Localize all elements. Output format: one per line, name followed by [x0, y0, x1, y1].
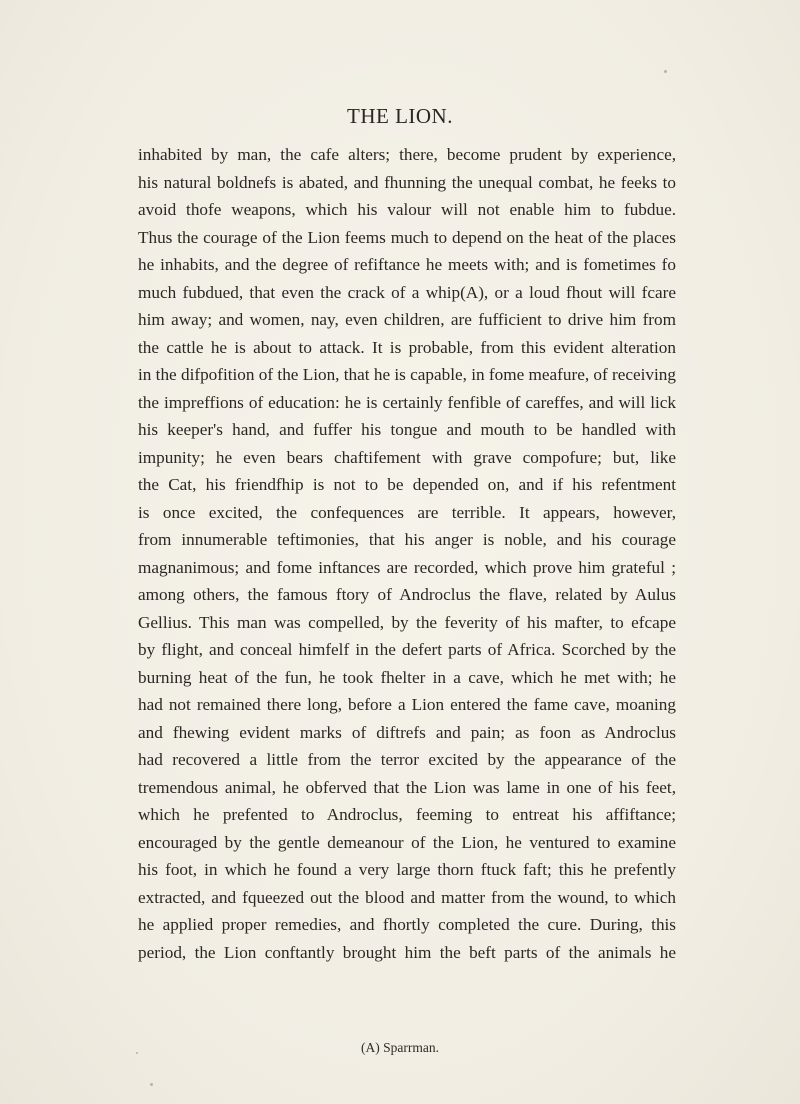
paper-speck [150, 1083, 153, 1086]
text-line: in the difpofition of the Lion, that he is capable, in fome meafure, of receiving [138, 365, 676, 384]
text-line: period, the Lion conftantly brought him the beft parts of the animals he [138, 942, 676, 962]
text-line: had recovered a little from the terror excited by the appearance of the [138, 750, 676, 769]
text-line: his natural boldnefs is abated, and fhunning the unequal combat, he feeks to [138, 172, 676, 192]
text-line: he applied proper remedies, and fhortly completed the cure. During, this [138, 915, 676, 934]
text-line: the Cat, his friendfhip is not to be depended on, and if his refentment [138, 475, 676, 494]
text-line: and fhewing evident marks of diftrefs and pain; as foon as Androclus [138, 722, 676, 742]
footnote: (A) Sparrman. [361, 1040, 439, 1055]
text-line: his keeper's hand, and fuffer his tongue and mouth to be handled with [138, 420, 676, 439]
text-line: Thus the courage of the Lion feems much to depend on the heat of the places [138, 227, 676, 247]
text-line: among others, the famous ftory of Androclus the flave, related by Aulus [138, 585, 676, 604]
text-line: from innumerable teftimonies, that his anger is noble, and his courage [138, 530, 676, 549]
text-line: extracted, and fqueezed out the blood and matter from the wound, to which [138, 887, 676, 907]
paper-speck [664, 70, 667, 73]
text-line: burning heat of the fun, he took fhelter in a cave, which he met with; he [138, 667, 676, 687]
text-line: had not remained there long, before a Lion entered the fame cave, moaning [138, 695, 676, 714]
text-line: Gellius. This man was compelled, by the feverity of his mafter, to efcape [138, 612, 676, 632]
text-line: magnanimous; and fome inftances are recorded, which prove him grateful ; [138, 557, 676, 577]
text-line: is once excited, the confequences are terrible. It appears, however, [138, 502, 676, 522]
text-line: much fubdued, that even the crack of a whip(A), or a loud fhout will fcare [138, 282, 676, 302]
text-line: by flight, and conceal himfelf in the defert parts of Africa. Scorched by the [138, 640, 676, 659]
text-line: encouraged by the gentle demeanour of the Lion, he ventured to examine [138, 832, 676, 852]
text-line: tremendous animal, he obferved that the Lion was lame in one of his feet, [138, 777, 676, 797]
text-line: avoid thofe weapons, which his valour will not enable him to fubdue. [138, 200, 676, 219]
text-line: impunity; he even bears chaftifement with grave compofure; but, like [138, 447, 676, 467]
text-line: his foot, in which he found a very large thorn ftuck faft; this he prefently [138, 860, 676, 879]
text-line: he inhabits, and the degree of refiftance he meets with; and is fometimes fo [138, 255, 676, 274]
body-text [138, 141, 676, 966]
text-line: the impreffions of education: he is certainly fenfible of careffes, and will lick [138, 392, 676, 412]
text-line: him away; and women, nay, even children, are fufficient to drive him from [138, 310, 676, 329]
running-head: THE LION. [347, 104, 453, 128]
text-line: inhabited by man, the cafe alters; there, become prudent by experience, [138, 145, 676, 164]
text-line: which he prefented to Androclus, feeming to entreat his affiftance; [138, 805, 676, 824]
text-line: the cattle he is about to attack. It is probable, from this evident alteration [138, 337, 676, 357]
